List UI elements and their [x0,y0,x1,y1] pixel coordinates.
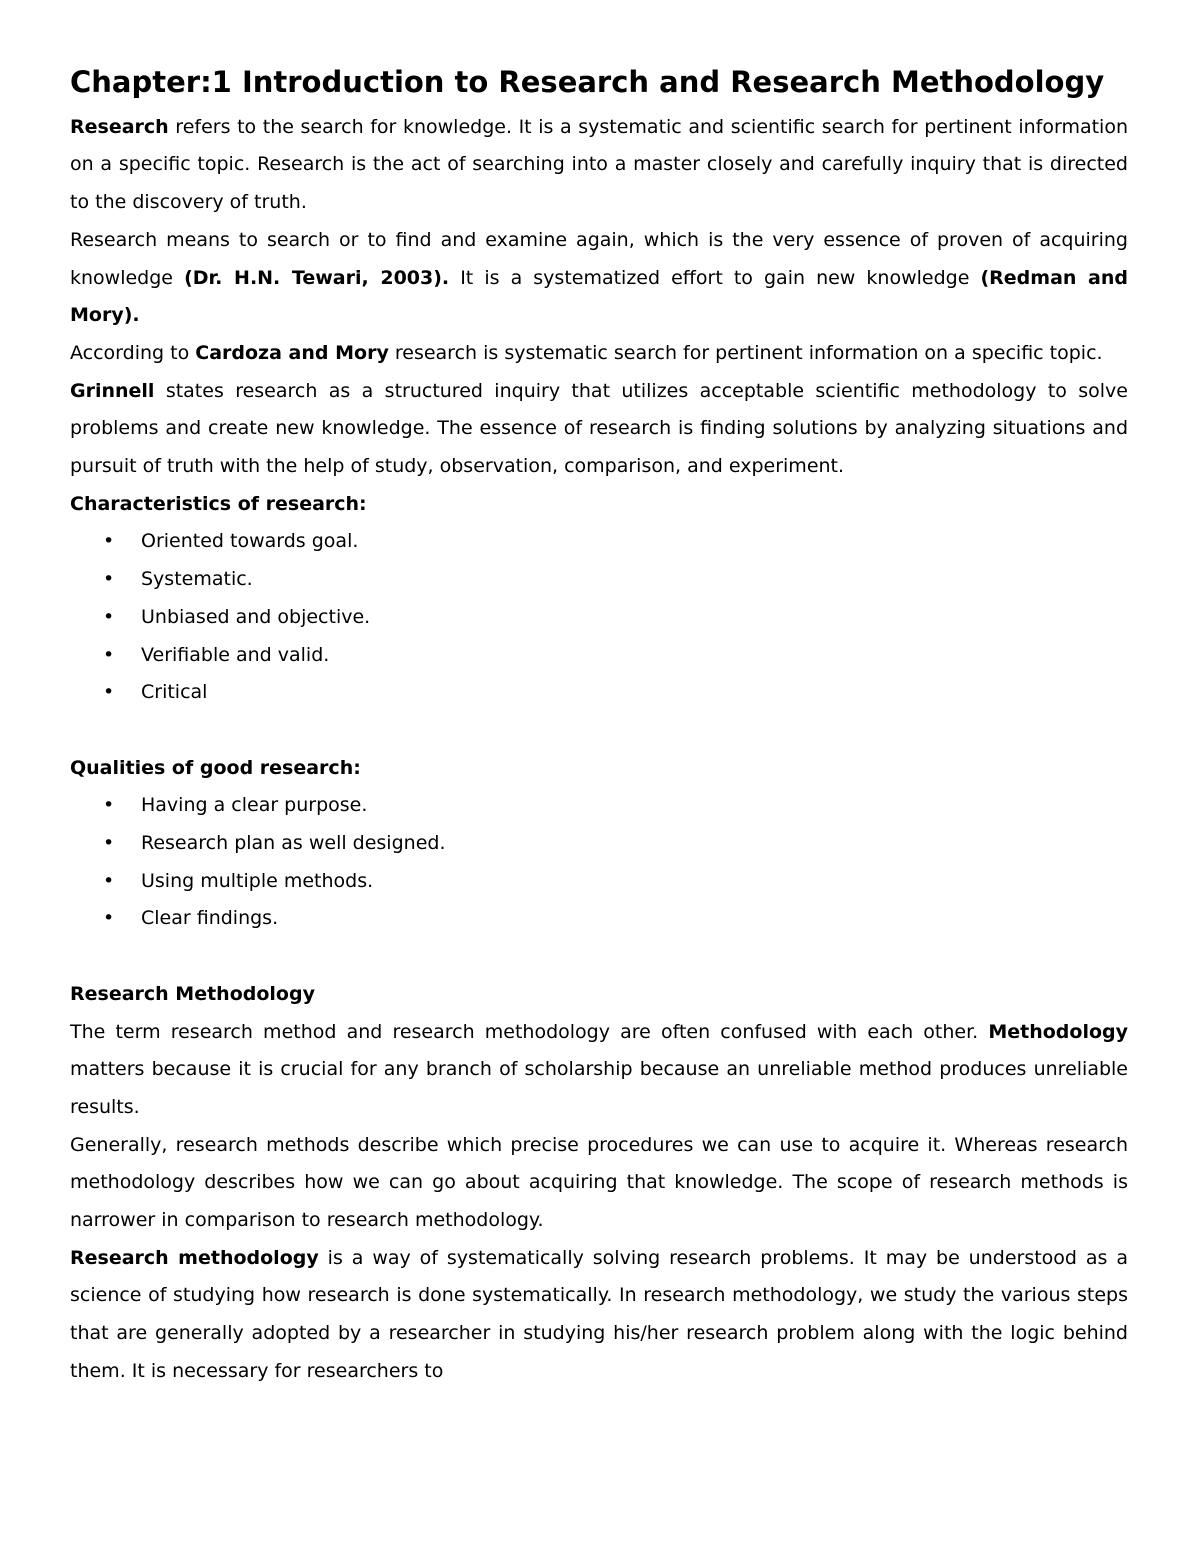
characteristics-heading: Characteristics of research: [70,492,367,515]
intro-paragraph-4: Grinnell states research as a structured inquiry that utilizes acceptable scientific methodology to solve problems and create new knowledge. The essence of research is finding solutions by analyzing situations and pursuit of truth with the help of study, observation, comparison, and experiment. [70,379,1128,478]
list-item: • Oriented towards goal. [70,523,1128,561]
bullet-icon: • [103,794,115,817]
document-page [70,64,1128,1391]
citation-tewari: (Dr. H.N. Tewari, 2003). [184,266,450,289]
bullet-icon: • [103,568,115,591]
intro-paragraph-3: According to Cardoza and Mory research is systematic search for pertinent information on a specific topic. [70,341,1103,364]
chapter-title: Chapter:1 Introduction to Research and Research Methodology [70,65,1105,99]
characteristics-list [70,523,1128,712]
list-item: • Clear findings. [70,900,1128,938]
list-item: • Critical [70,674,1128,712]
list-item: • Verifiable and valid. [70,637,1128,675]
bullet-icon: • [103,832,115,855]
term-research: Research [70,115,169,138]
bullet-icon: • [103,530,115,553]
list-item: • Systematic. [70,561,1128,599]
term-research-methodology: Research methodology [70,1246,319,1269]
bullet-icon: • [103,869,115,892]
term-methodology: Methodology [988,1020,1128,1043]
methodology-paragraph-3: Research methodology is a way of systematically solving research problems. It may be understood as a science of studying how research is done systematically. In research methodology, we study the various steps that are generally adopted by a researcher in studying his/her research problem along with the logic behind them. It is necessary for researchers to [70,1246,1129,1382]
intro-paragraph-1: Research refers to the search for knowledge. It is a systematic and scientific search for pertinent information on a specific topic. Research is the act of searching into a master closely and carefully inquiry that is directed to the discovery of truth. [70,115,1128,214]
qualities-list [70,787,1128,938]
methodology-heading: Research Methodology [70,982,315,1005]
list-item: • Having a clear purpose. [70,787,1128,825]
bullet-icon: • [103,681,115,704]
bullet-icon: • [103,643,115,666]
qualities-heading: Qualities of good research: [70,756,361,779]
spacer [70,938,1128,976]
list-item: • Using multiple methods. [70,863,1128,901]
list-item: • Unbiased and objective. [70,599,1128,637]
bullet-icon: • [103,605,115,628]
bullet-icon: • [103,907,115,930]
methodology-paragraph-2: Generally, research methods describe which precise procedures we can use to acquire it. Whereas research methodology describes how we can go about acquiring that knowledge. The scope of research methods is narrower in comparison to research methodology. [70,1133,1128,1232]
citation-grinnell: Grinnell [70,379,155,402]
methodology-paragraph-1: The term research method and research methodology are often confused with each other. Methodology matters because it is crucial for any branch of scholarship because an unreliable method produces unreliable results. [70,1020,1128,1118]
citation-cardoza: Cardoza and Mory [195,341,389,364]
list-item: • Research plan as well designed. [70,825,1128,863]
spacer [70,712,1128,750]
intro-paragraph-2: Research means to search or to find and examine again, which is the very essence of proven of acquiring knowledge (Dr. H.N. Tewari, 2003). It is a systematized effort to gain new knowledge (Redman and Mory). [70,228,1129,327]
citation-redman: (Redman and Mory). [70,266,1129,327]
